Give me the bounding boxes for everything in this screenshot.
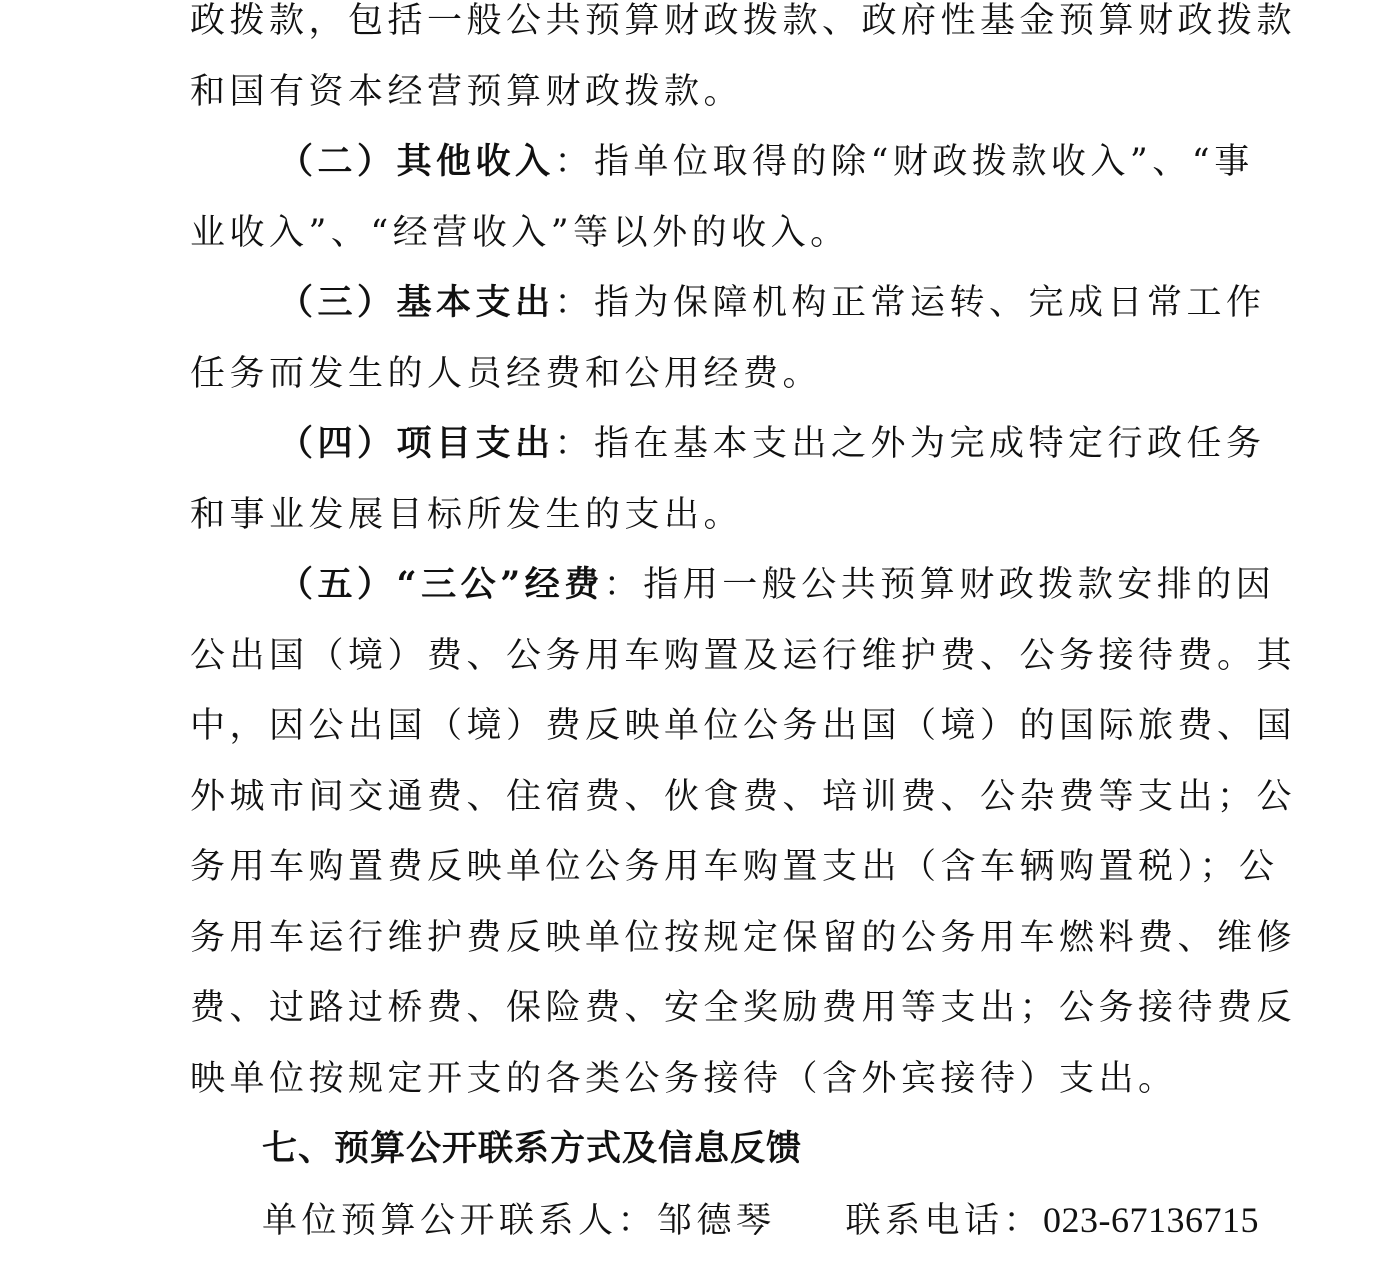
contact-phone-label: 联系电话： bbox=[846, 1201, 1044, 1241]
para3-line2: 和事业发展目标所发生的支出。 bbox=[190, 490, 1230, 561]
para3-definition: ：指在基本支出之外为完成特定行政任务 bbox=[555, 424, 1266, 464]
term-other-income: （二）其他收入 bbox=[278, 141, 555, 182]
term-basic-expenditure: （三）基本支出 bbox=[278, 282, 555, 323]
para4-line1 bbox=[190, 560, 1230, 631]
document-page bbox=[190, 0, 1230, 1265]
para4-definition: ：指用一般公共预算财政拨款安排的因 bbox=[604, 565, 1276, 605]
contact-person-label: 单位预算公开联系人： bbox=[262, 1201, 657, 1241]
contact-phone-number: 023-67136715 bbox=[1043, 1200, 1259, 1240]
para3-line1 bbox=[190, 419, 1230, 490]
para4-line6: 务用车运行维护费反映单位按规定保留的公务用车燃料费、维修 bbox=[190, 913, 1230, 984]
term-three-public-expenses: （五）“三公”经费 bbox=[278, 564, 604, 605]
para4-line3: 中，因公出国（境）费反映单位公务出国（境）的国际旅费、国 bbox=[190, 701, 1230, 772]
para0-line2: 和国有资本经营预算财政拨款。 bbox=[190, 67, 1230, 138]
para4-line2: 公出国（境）费、公务用车购置及运行维护费、公务接待费。其 bbox=[190, 631, 1230, 702]
para4-line4: 外城市间交通费、住宿费、伙食费、培训费、公杂费等支出；公 bbox=[190, 772, 1230, 843]
para2-definition: ：指为保障机构正常运转、完成日常工作 bbox=[555, 283, 1266, 323]
para1-line1 bbox=[190, 137, 1230, 208]
para4-line5: 务用车购置费反映单位公务用车购置支出（含车辆购置税）；公 bbox=[190, 842, 1230, 913]
contact-line bbox=[190, 1195, 1230, 1265]
para2-line2: 任务而发生的人员经费和公用经费。 bbox=[190, 349, 1230, 420]
para4-line7: 费、过路过桥费、保险费、安全奖励费用等支出；公务接待费反 bbox=[190, 983, 1230, 1054]
section-heading: 七、预算公开联系方式及信息反馈 bbox=[190, 1124, 1230, 1195]
para4-line8: 映单位按规定开支的各类公务接待（含外宾接待）支出。 bbox=[190, 1054, 1230, 1125]
para0-line1: 政拨款，包括一般公共预算财政拨款、政府性基金预算财政拨款 bbox=[190, 0, 1230, 67]
para1-line2: 业收入”、“经营收入”等以外的收入。 bbox=[190, 208, 1230, 279]
contact-person-name: 邹德琴 bbox=[657, 1201, 776, 1241]
para1-definition: ：指单位取得的除“财政拨款收入”、“事 bbox=[555, 142, 1254, 182]
term-project-expenditure: （四）项目支出 bbox=[278, 423, 555, 464]
para2-line1 bbox=[190, 278, 1230, 349]
